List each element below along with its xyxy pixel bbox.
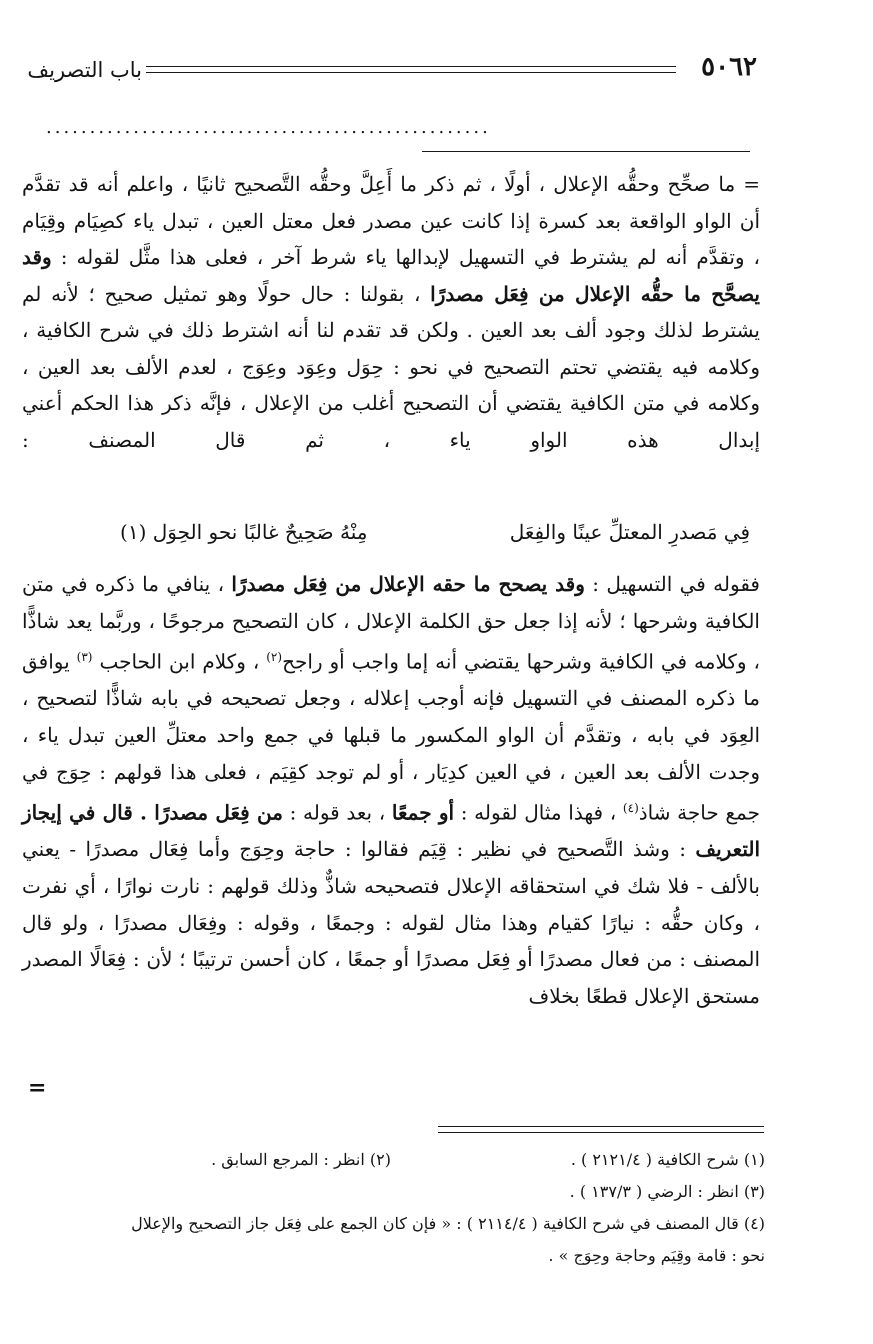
verse-footnote-ref: (١) [120, 520, 147, 544]
footnote-rule-top [438, 1126, 764, 1127]
footnote-2: (٢) انظر : المرجع السابق . [211, 1150, 391, 1169]
verse-hemistich-2: مِنْهُ صَحِيحٌ غالبًا نحو الحِوَل [152, 520, 368, 544]
paragraph-2-text-5: ، فهذا مثال لقوله : [454, 800, 623, 825]
paragraph-2 [22, 566, 760, 1014]
page-number: ٥٠٦٢ [701, 52, 757, 82]
footnote-3: (٣) انظر : الرضي ( ١٣٧/٣ ) . [569, 1182, 765, 1201]
continuation-mark: = [743, 172, 761, 196]
section-title: باب التصريف [27, 58, 142, 82]
header-rule-top [146, 66, 676, 67]
paragraph-2-text-2: ، ينافي ما ذكره في متن الكافية وشرحها ؛ لأنه إذا جعل حق الكلمة الإعلال ، كان التصحيح مرجوحًا ، وربَّما يعد شاذًّا ، وكلامه في الكافية وشرحها يقتضي أنه إما واجب أو راجح [22, 572, 760, 674]
footnote-rule-bottom [438, 1132, 764, 1133]
footnote-1: (١) شرح الكافية ( ٢١٢١/٤ ) . [570, 1150, 765, 1169]
verse-hemistich-2-wrap [120, 520, 367, 544]
separator-rule [422, 151, 750, 152]
paragraph-2-text-4: يوافق ما ذكره المصنف في التسهيل فإنه أوجب إعلاله ، وجعل تصحيحه في بابه شاذًّا لتصحيح ، العِوَد في بابه ، وتقدَّم أن الواو المكسور ما قبلها في جمع واحد معتلِّ العين تبدل ياء ، وجدت الألف بعد العين ، في العين كدِيَار ، أو لم توجد كقِيَم ، فعلى هذا قولهم : حِوَج في جمع حاجة شاذ [22, 649, 760, 825]
continuation-mark-end: = [28, 1075, 47, 1101]
footnote-ref-4: (٤) [622, 801, 639, 816]
paragraph-2-bold-quote-1: وقد يصحح ما حقه الإعلال من فِعَل مصدرًا [231, 572, 585, 596]
paragraph-1-text-2: ، بقولنا : حال حولًا وهو تمثيل صحيح ؛ لأنه لم يشترط لذلك وجود ألف بعد العين . ولكن قد تقدم لنا أنه اشترط ذلك في شرح الكافية ، وكلامه فيه يقتضي تحتم التصحيح في نحو : حِوَل وعِوَد وعِوَج ، لعدم الألف بعد العين ، وكلامه في متن الكافية يقتضي أن التصحيح أغلب من الإعلال ، فإنَّه ذكر هذا الحكم أعني إبدال هذه الواو ياء ، ثم قال المصنف : [22, 281, 760, 452]
footnote-ref-3: (٣) [76, 650, 93, 665]
paragraph-2-text-3: ، وكلام ابن الحاجب [92, 649, 267, 674]
paragraph-2-bold-quote-2: أو جمعًا [391, 800, 455, 825]
paragraph-1-text-1: ما صحِّح وحقُّه الإعلال ، أولًا ، ثم ذكر ما أَعِلَّ وحقُّه التَّصحيح ثانيًا ، واعلم أنه قد تقدَّم أن الواو الواقعة بعد كسرة إذا كانت عين مصدر فعل معتل العين ، تبدل ياء كصِيَام وقِيَام ، وتقدَّم أنه لم يشترط في التسهيل لإبدالها ياء شرط آخر ، فعلى هذا مثَّل لقوله : [22, 172, 760, 269]
header-rule-bottom [146, 72, 676, 73]
paragraph-2-text-1: فقوله في التسهيل : [584, 572, 760, 596]
footnote-4-line-1: (٤) قال المصنف في شرح الكافية ( ٢١١٤/٤ ) : « فإن كان الجمع على فِعَل جاز التصحيح والإعلال [131, 1214, 765, 1233]
poetry-verse [120, 514, 750, 554]
footnote-ref-2: (٢) [266, 650, 283, 665]
separator-dots: ................................................... [46, 118, 491, 138]
paragraph-1-bold-quote: وقد يصحَّح ما حقُّه الإعلال من فِعَل مصدرًا [22, 245, 760, 306]
paragraph-2-text-6: ، بعد قوله : [282, 800, 392, 825]
verse-hemistich-1: فِي مَصدرِ المعتلِّ عينًا والفِعَل [509, 520, 750, 544]
paragraph-1 [22, 166, 760, 458]
footnote-4-line-2: نحو : قامة وقِيَم وحاجة وحِوَج » . [548, 1246, 765, 1265]
paragraph-2-text-7: : وشذ التَّصحيح في نظير : قِيَم فقالوا : حاجة وحِوَج وأما فِعَال مصدرًا - يعني بالألف - فلا شك في استحقاقه الإعلال فتصحيحه شاذٌّ وذلك قولهم : نارت نوارًا ، أي نفرت ، وكان حقُّه : نيارًا كقيام وهذا مثال لقوله : وجمعًا ، وقوله : وفِعَال مصدرًا ، ولو قال المصنف : من فعال مصدرًا أو فِعَل مصدرًا أو جمعًا ، كان أحسن ترتيبًا ؛ لأن : فِعَالًا المصدر مستحق الإعلال قطعًا بخلاف [22, 837, 760, 1008]
paragraph-2-bold-quote-3: من فِعَل مصدرًا . قال في إيجاز التعريف [22, 800, 760, 862]
